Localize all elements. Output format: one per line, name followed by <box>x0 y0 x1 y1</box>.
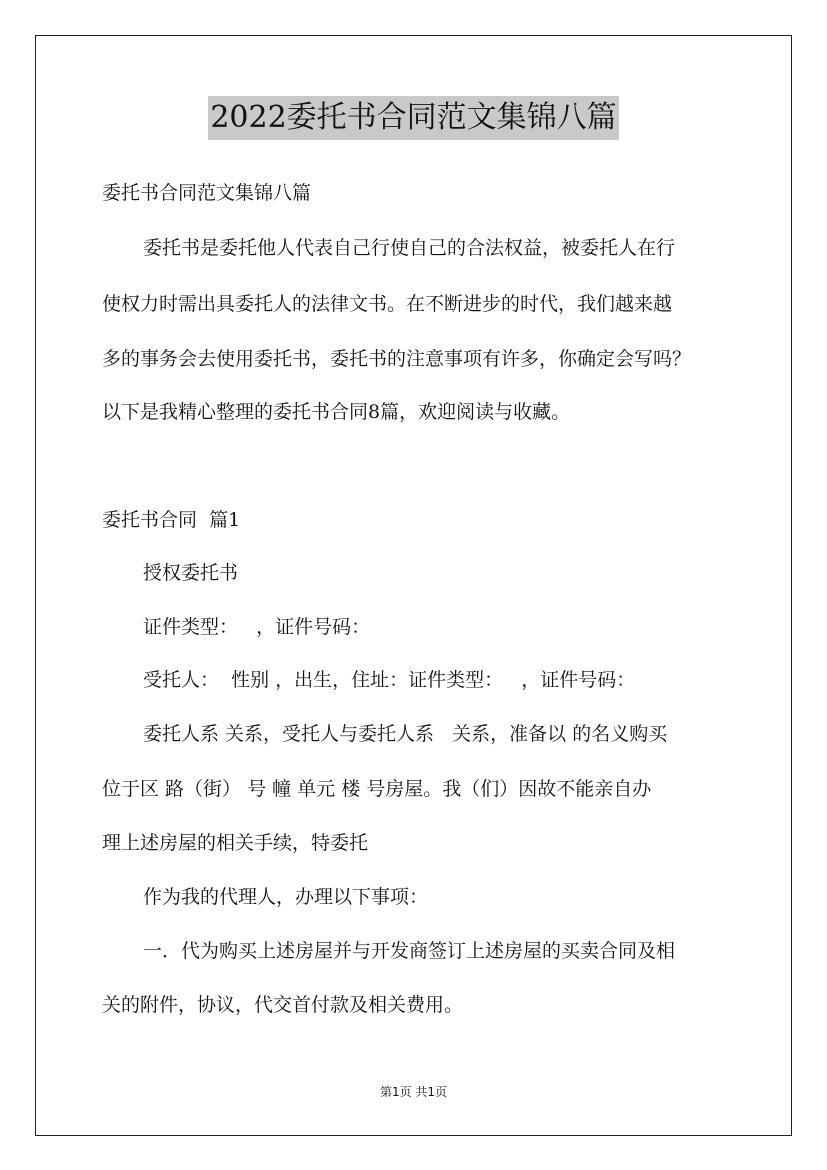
document-subtitle: 委托书合同范文集锦八篇 <box>102 182 312 204</box>
body-line: 证件类型： ，证件号码： <box>143 616 371 638</box>
body-line: 授权委托书 <box>143 562 239 584</box>
body-line: 关的附件，协议，代交首付款及相关费用。 <box>102 994 464 1016</box>
intro-line: 委托书是委托他人代表自己行使自己的合法权益，被委托人在行 <box>143 237 676 259</box>
body-line: 受托人： 性别 ，出生，住址：证件类型： ，证件号码： <box>143 669 636 691</box>
body-line: 理上述房屋的相关手续，特委托 <box>102 832 369 854</box>
intro-line: 多的事务会去使用委托书，委托书的注意事项有许多，你确定会写吗？ <box>102 348 692 370</box>
intro-line: 以下是我精心整理的委托书合同8篇，欢迎阅读与收藏。 <box>102 401 571 423</box>
body-line: 位于区 路（街） 号 幢 单元 楼 号房屋。我（们）因故不能亲自办 <box>102 778 652 800</box>
section-heading: 委托书合同 篇1 <box>102 509 241 531</box>
body-line: 作为我的代理人，办理以下事项： <box>143 886 429 908</box>
page-footer: 第1页 共1页 <box>379 1085 448 1099</box>
intro-line: 使权力时需出具委托人的法律文书。在不断进步的时代，我们越来越 <box>102 293 673 315</box>
body-line: 一．代为购买上述房屋并与开发商签订上述房屋的买卖合同及相 <box>143 940 676 962</box>
body-line: 委托人系 关系，受托人与委托人系 关系，准备以 的名义购买 <box>143 723 668 745</box>
document-title: 2022委托书合同范文集锦八篇 <box>208 96 618 140</box>
